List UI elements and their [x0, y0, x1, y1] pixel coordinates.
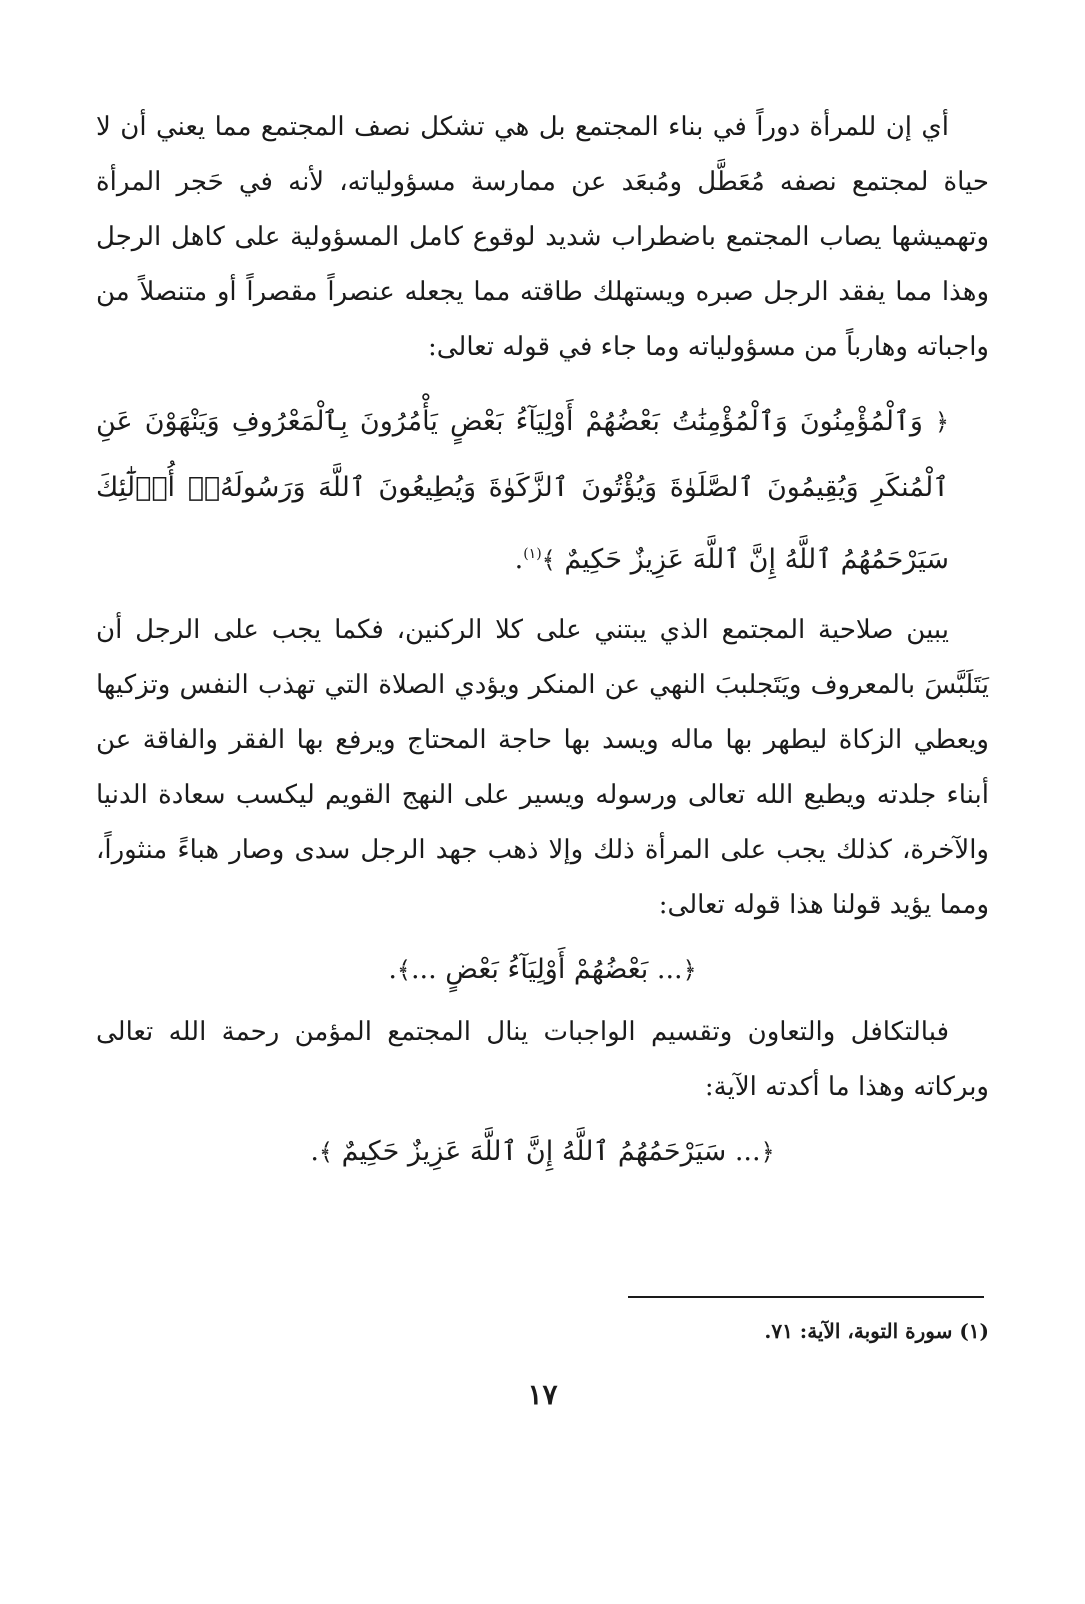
paragraph-2: يبين صلاحية المجتمع الذي يبتني على كلا الركنين، فكما يجب على الرجل أن يَتَلَبَّسَ بالمعروف ويَتَجلببَ النهي عن المنكر ويؤدي الصلاة التي تهذب النفس وتزكيها ويعطي الزكاة ليطهر بها ماله ويسد بها حاجة المحتاج ويرفع بها الفقر والفاقة عن أبناء جلدته ويطيع الله تعالى ورسوله ويسير على النهج القويم ليكسب سعادة الدنيا والآخرة، كذلك يجب على المرأة ذلك وإلا ذهب جهد الرجل سدى وصار هباءً منثوراً، ومما يؤيد قولنا هذا قوله تعالى:	[96, 615, 989, 920]
footnote-marker: (١)	[523, 546, 542, 562]
paragraph-3: فبالتكافل والتعاون وتقسيم الواجبات ينال المجتمع المؤمن رحمة الله تعالى وبركاته وهذا ما أكدته الآية:	[96, 1017, 989, 1102]
verse-short-2-open-bracket: ﴿	[760, 1138, 775, 1166]
verse-open-bracket: ﴿	[934, 408, 949, 436]
footnote: (١) سورة التوبة، الآية: ٧١.	[764, 1319, 989, 1343]
verse-short-2-text: ... سَيَرْحَمُهُمُ ٱللَّهُ إِنَّ ٱللَّهَ عَزِيزٌ حَكِيمٌ	[341, 1136, 761, 1167]
verse-close-bracket: ﴾	[541, 546, 556, 574]
verse-short-1-open-bracket: ﴿	[682, 956, 697, 984]
page-number: ١٧	[527, 1378, 558, 1411]
verse-short-2-period: .	[310, 1136, 319, 1167]
footnote-divider	[628, 1296, 984, 1298]
quran-verse-short-1	[96, 941, 989, 999]
verse-end-period: .	[514, 544, 524, 575]
page-body	[96, 100, 989, 1187]
verse-short-1-close-bracket: ﴾	[396, 956, 411, 984]
verse-short-1-period: .	[388, 954, 397, 985]
paragraph-1: أي إن للمرأة دوراً في بناء المجتمع بل هي تشكل نصف المجتمع مما يعني أن لا حياة لمجتمع نصفه مُعَطَّل ومُبعَد عن ممارسة مسؤولياته، لأنه في حَجر المرأة وتهميشها يصاب المجتمع باضطراب شديد لوقوع كامل المسؤولية على كاهل الرجل وهذا مما يفقد الرجل صبره ويستهلك طاقته مما يجعله عنصراً مقصراً أو متنصلاً من واجباته وهارباً من مسؤولياته وما جاء في قوله تعالى:	[96, 112, 989, 362]
verse-main-text: وَٱلْمُؤْمِنُونَ وَٱلْمُؤْمِنَٰتُ بَعْضُهُمْ أَوْلِيَآءُ بَعْضٍ يَأْمُرُونَ بِٱلْمَعْرُوفِ وَيَنْهَوْنَ عَنِ ٱلْمُنكَرِ وَيُقِيمُونَ ٱلصَّلَوٰةَ وَيُؤْتُونَ ٱلزَّكَوٰةَ وَيُطِيعُونَ ٱللَّهَ وَرَسُولَهُۥٓ أُو۟لَٰٓئِكَ سَيَرْحَمُهُمُ ٱللَّهُ إِنَّ ٱللَّهَ عَزِيزٌ حَكِيمٌ	[96, 406, 949, 575]
quran-verse-main	[96, 389, 989, 593]
quran-verse-short-2	[96, 1123, 989, 1181]
verse-short-2-close-bracket: ﴾	[318, 1138, 333, 1166]
verse-short-1-text: ... بَعْضُهُمْ أَوْلِيَآءُ بَعْضٍ ...	[410, 954, 683, 985]
